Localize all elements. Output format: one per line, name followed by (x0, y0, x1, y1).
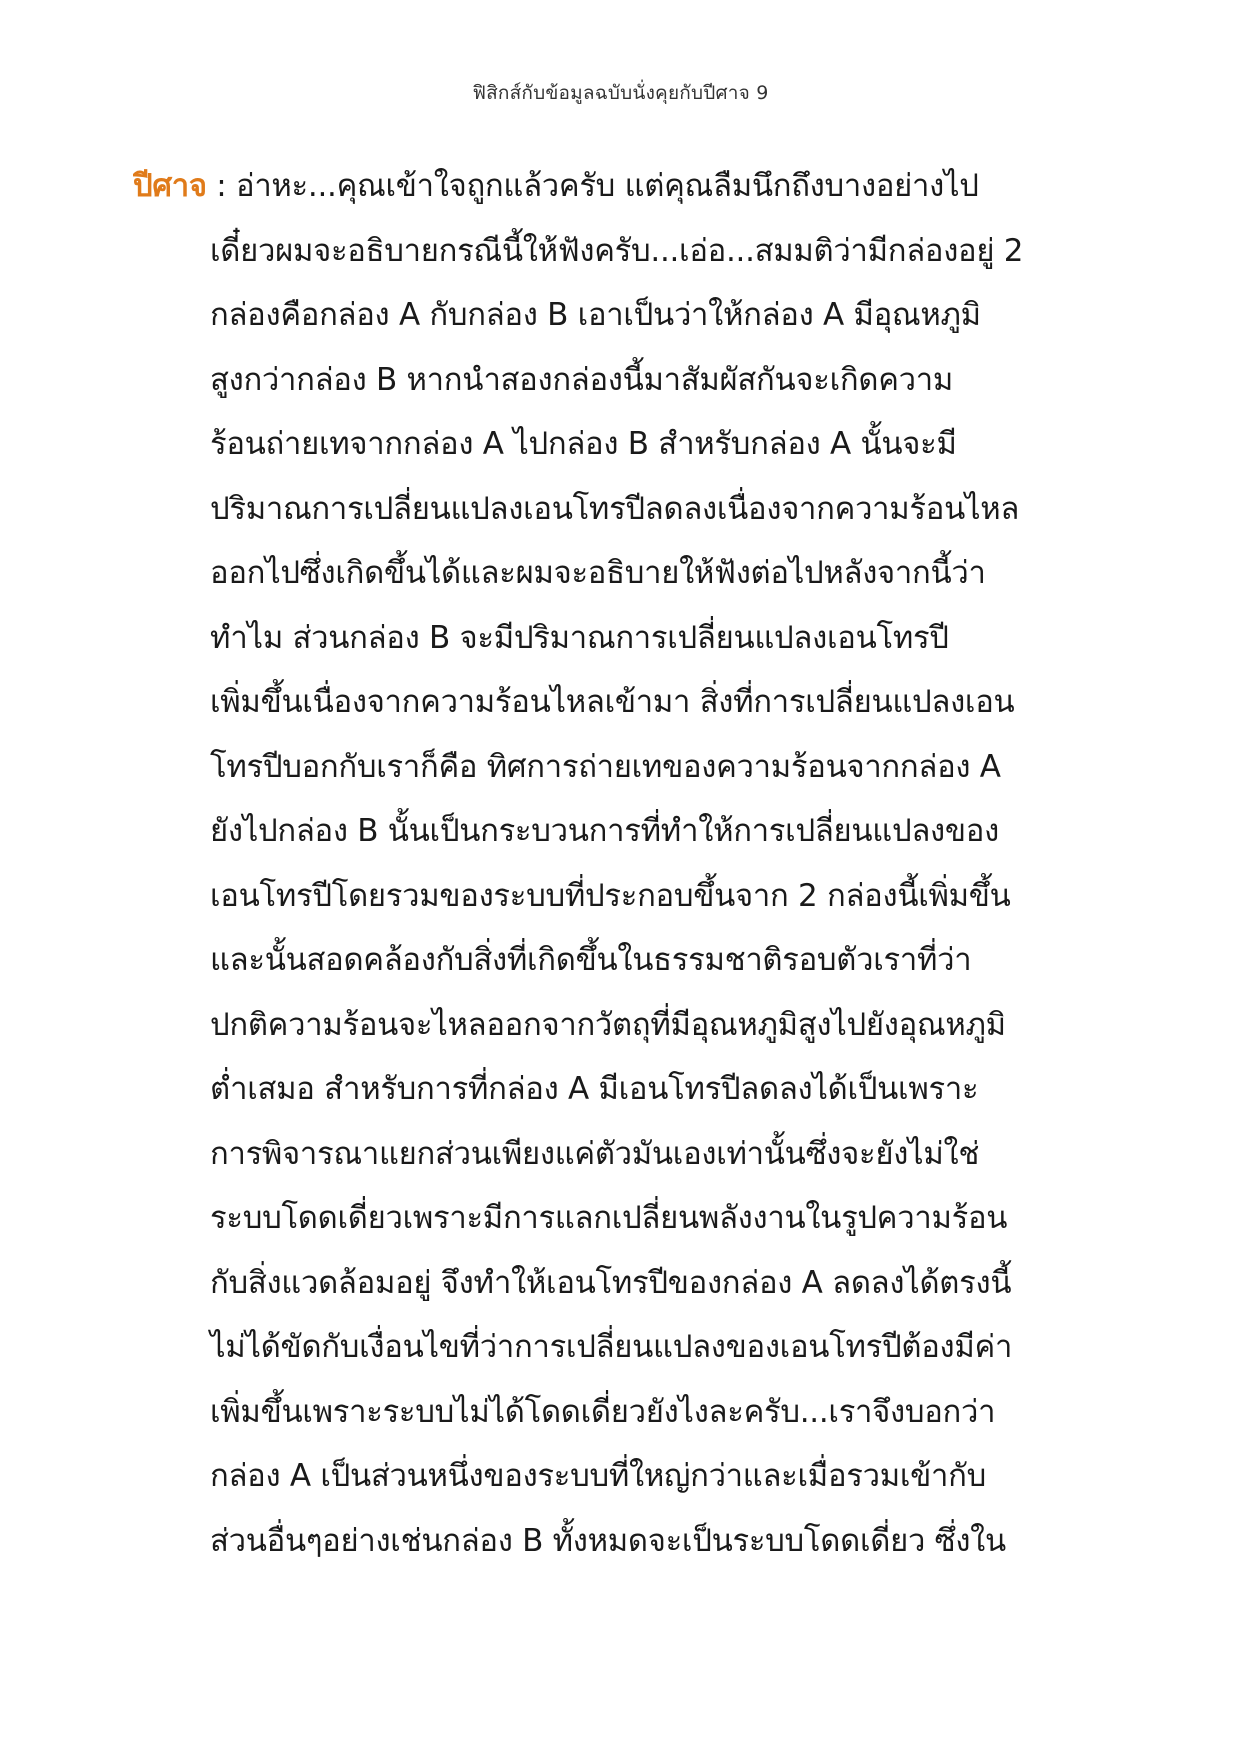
dialogue-text: อ่าหะ...คุณเข้าใจถูกแล้วครับ แต่คุณลืมนึกถึงบางอย่างไป (236, 168, 979, 204)
dialogue-line: เพิ่มขึ้นเนื่องจากความร้อนไหลเข้ามา สิ่งที่การเปลี่ยนแปลงเอน (210, 684, 1015, 720)
dialogue-line: ร้อนถ่ายเทจากกล่อง A ไปกล่อง B สำหรับกล่อง A นั้นจะมี (210, 426, 957, 462)
dialogue-line: ระบบโดดเดี่ยวเพราะมีการแลกเปลี่ยนพลังงานในรูปความร้อน (210, 1200, 1008, 1236)
dialogue-line: ออกไปซึ่งเกิดขึ้นได้และผมจะอธิบายให้ฟังต่อไปหลังจากนี้ว่า (210, 555, 986, 591)
dialogue-line: ปริมาณการเปลี่ยนแปลงเอนโทรปีลดลงเนื่องจากความร้อนไหล (210, 490, 1020, 527)
dialogue-line: ไม่ได้ขัดกับเงื่อนไขที่ว่าการเปลี่ยนแปลงของเอนโทรปีต้องมีค่า (210, 1329, 1013, 1365)
dialogue-line: ต่ำเสมอ สำหรับการที่กล่อง A มีเอนโทรปีลดลงได้เป็นเพราะ (210, 1071, 979, 1107)
dialogue-line: สูงกว่ากล่อง B หากนำสองกล่องนี้มาสัมผัสกันจะเกิดความ (210, 361, 953, 398)
speaker-separator: : (206, 168, 236, 204)
dialogue-line (133, 154, 1157, 219)
dialogue-block (133, 154, 1157, 1573)
running-header: ฟิสิกส์กับข้อมูลฉบับนั่งคุยกับปีศาจ 9 (472, 82, 769, 104)
dialogue-line: เพิ่มขึ้นเพราะระบบไม่ได้โดดเดี่ยวยังไงละครับ...เราจึงบอกว่า (210, 1393, 996, 1430)
speaker-name: ปีศาจ (133, 168, 207, 204)
dialogue-line: เดี๋ยวผมจะอธิบายกรณีนี้ให้ฟังครับ...เอ่อ...สมมติว่ามีกล่องอยู่ 2 (210, 232, 1024, 269)
dialogue-line: ทำไม ส่วนกล่อง B จะมีปริมาณการเปลี่ยนแปลงเอนโทรปี (210, 619, 949, 656)
dialogue-line: โทรปีบอกกับเราก็คือ ทิศการถ่ายเทของความร้อนจากกล่อง A (210, 748, 1001, 785)
dialogue-line: เอนโทรปีโดยรวมของระบบที่ประกอบขึ้นจาก 2 กล่องนี้เพิ่มขึ้น (210, 877, 1011, 914)
dialogue-line: ยังไปกล่อง B นั้นเป็นกระบวนการที่ทำให้การเปลี่ยนแปลงของ (210, 813, 999, 849)
dialogue-line: กับสิ่งแวดล้อมอยู่ จึงทำให้เอนโทรปีของกล่อง A ลดลงได้ตรงนี้ (210, 1264, 1012, 1301)
dialogue-line: และนั้นสอดคล้องกับสิ่งที่เกิดขึ้นในธรรมชาติรอบตัวเราที่ว่า (210, 942, 972, 978)
dialogue-line: การพิจารณาแยกส่วนเพียงแค่ตัวมันเองเท่านั้นซึ่งจะยังไม่ใช่ (210, 1135, 980, 1172)
dialogue-line: ส่วนอื่นๆอย่างเช่นกล่อง B ทั้งหมดจะเป็นระบบโดดเดี่ยว ซึ่งใน (210, 1522, 1006, 1559)
dialogue-line: ปกติความร้อนจะไหลออกจากวัตถุที่มีอุณหภูมิสูงไปยังอุณหภูมิ (210, 1006, 1006, 1043)
dialogue-line: กล่อง A เป็นส่วนหนึ่งของระบบที่ใหญ่กว่าและเมื่อรวมเข้ากับ (210, 1458, 986, 1494)
dialogue-line: กล่องคือกล่อง A กับกล่อง B เอาเป็นว่าให้กล่อง A มีอุณหภูมิ (210, 297, 981, 333)
